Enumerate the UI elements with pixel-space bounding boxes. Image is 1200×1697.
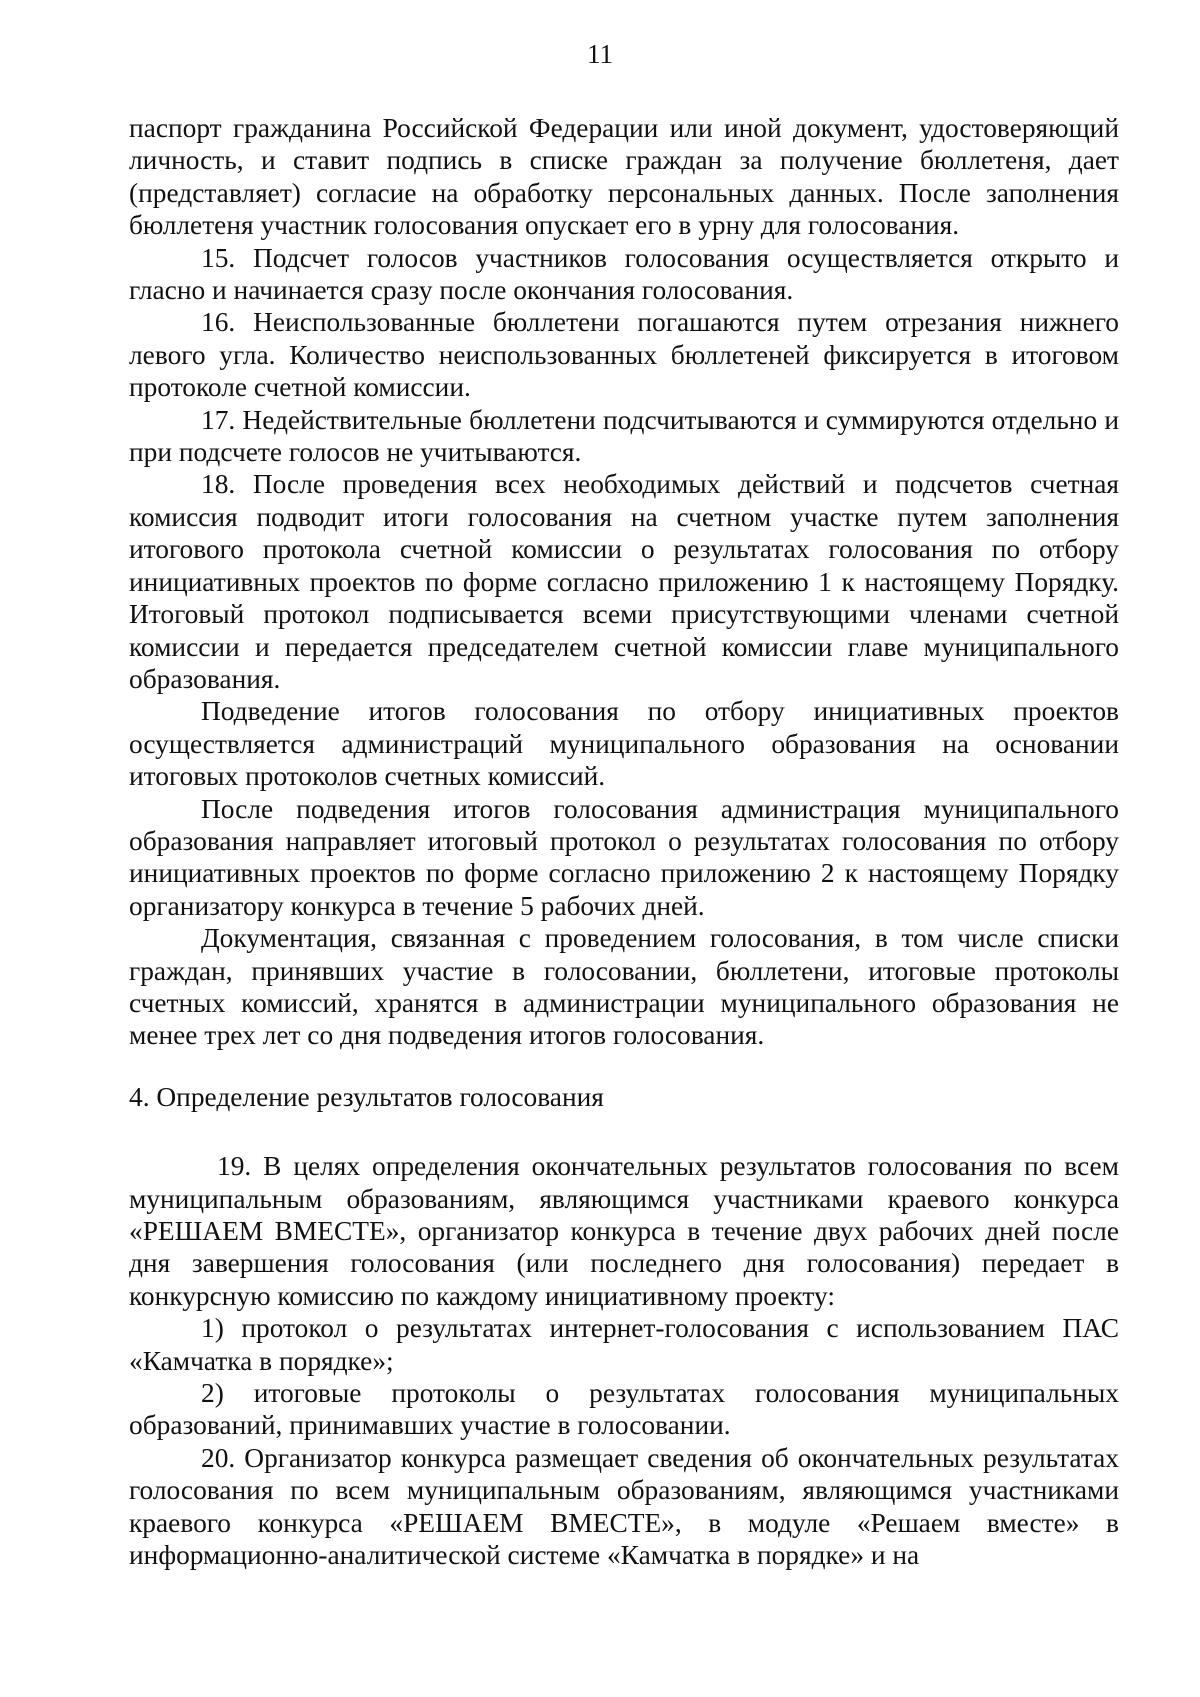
list-item-1: 1) протокол о результатах интернет-голосования с использованием ПАС «Камчатка в порядке»; [129,1313,1119,1376]
paragraph-item-19: 19. В целях определения окончательных результатов голосования по всем муниципальным образованиям, являющимся участниками краевого конкурса «РЕШАЕМ ВМЕСТЕ», организатор конкурса в течение двух рабочих дней после дня завершения голосования (или последнего дня голосования) передает в конкурсную комиссию по каждому инициативному проекту: [129,1151,1119,1311]
paragraph-protocol-transfer: После подведения итогов голосования администрация муниципального образования направляет итоговый протокол о результатах голосования по отбору инициативных проектов по форме согласно приложению 2 к настоящему Порядку организатору конкурса в течение 5 рабочих дней. [129,793,1119,921]
paragraph-results-summary: Подведение итогов голосования по отбору инициативных проектов осуществляется администраций муниципального образования на основании итоговых протоколов счетных комиссий. [129,696,1119,792]
paragraph-item-15: 15. Подсчет голосов участников голосования осуществляется открыто и гласно и начинается сразу после окончания голосования. [129,242,1119,306]
paragraph-item-20: 20. Организатор конкурса размещает сведения об окончательных результатах голосования по всем муниципальным образованиям, являющимся участниками краевого конкурса «РЕШАЕМ ВМЕСТЕ», в модуле «Решаем вместе» в информационно-аналитической системе «Камчатка в порядке» и на [129,1442,1119,1571]
section-heading: 4. Определение результатов голосования [129,1081,604,1112]
document-body [129,112,1119,1571]
paragraph-item-17: 17. Недействительные бюллетени подсчитываются и суммируются отдельно и при подсчете голосов не учитываются. [129,404,1119,468]
paragraph-documentation-storage: Документация, связанная с проведением голосования, в том числе списки граждан, принявших участие в голосовании, бюллетени, итоговые протоколы счетных комиссий, хранятся в администрации муниципального образования не менее трех лет со дня подведения итогов голосования. [129,923,1119,1051]
paragraph-item-16: 16. Неиспользованные бюллетени погашаются путем отрезания нижнего левого угла. Количество неиспользованных бюллетеней фиксируется в итоговом протоколе счетной комиссии. [129,307,1119,403]
paragraph-continuation: паспорт гражданина Российской Федерации или иной документ, удостоверяющий личность, и ставит подпись в списке граждан за получение бюллетеня, дает (представляет) согласие на обработку персональных данных. После заполнения бюллетеня участник голосования опускает его в урну для голосования. [129,113,1119,241]
list-item-2: 2) итоговые протоколы о результатах голосования муниципальных образований, принимавших участие в голосовании. [129,1378,1119,1441]
paragraph-item-18: 18. После проведения всех необходимых действий и подсчетов счетная комиссия подводит итоги голосования на счетном участке путем заполнения итогового протокола счетной комиссии о результатах голосования по отбору инициативных проектов по форме согласно приложению 1 к настоящему Порядку. Итоговый протокол подписывается всеми присутствующими членами счетной комиссии и передается председателем счетной комиссии главе муниципального образования. [129,469,1119,694]
page-number: 11 [587,39,613,69]
